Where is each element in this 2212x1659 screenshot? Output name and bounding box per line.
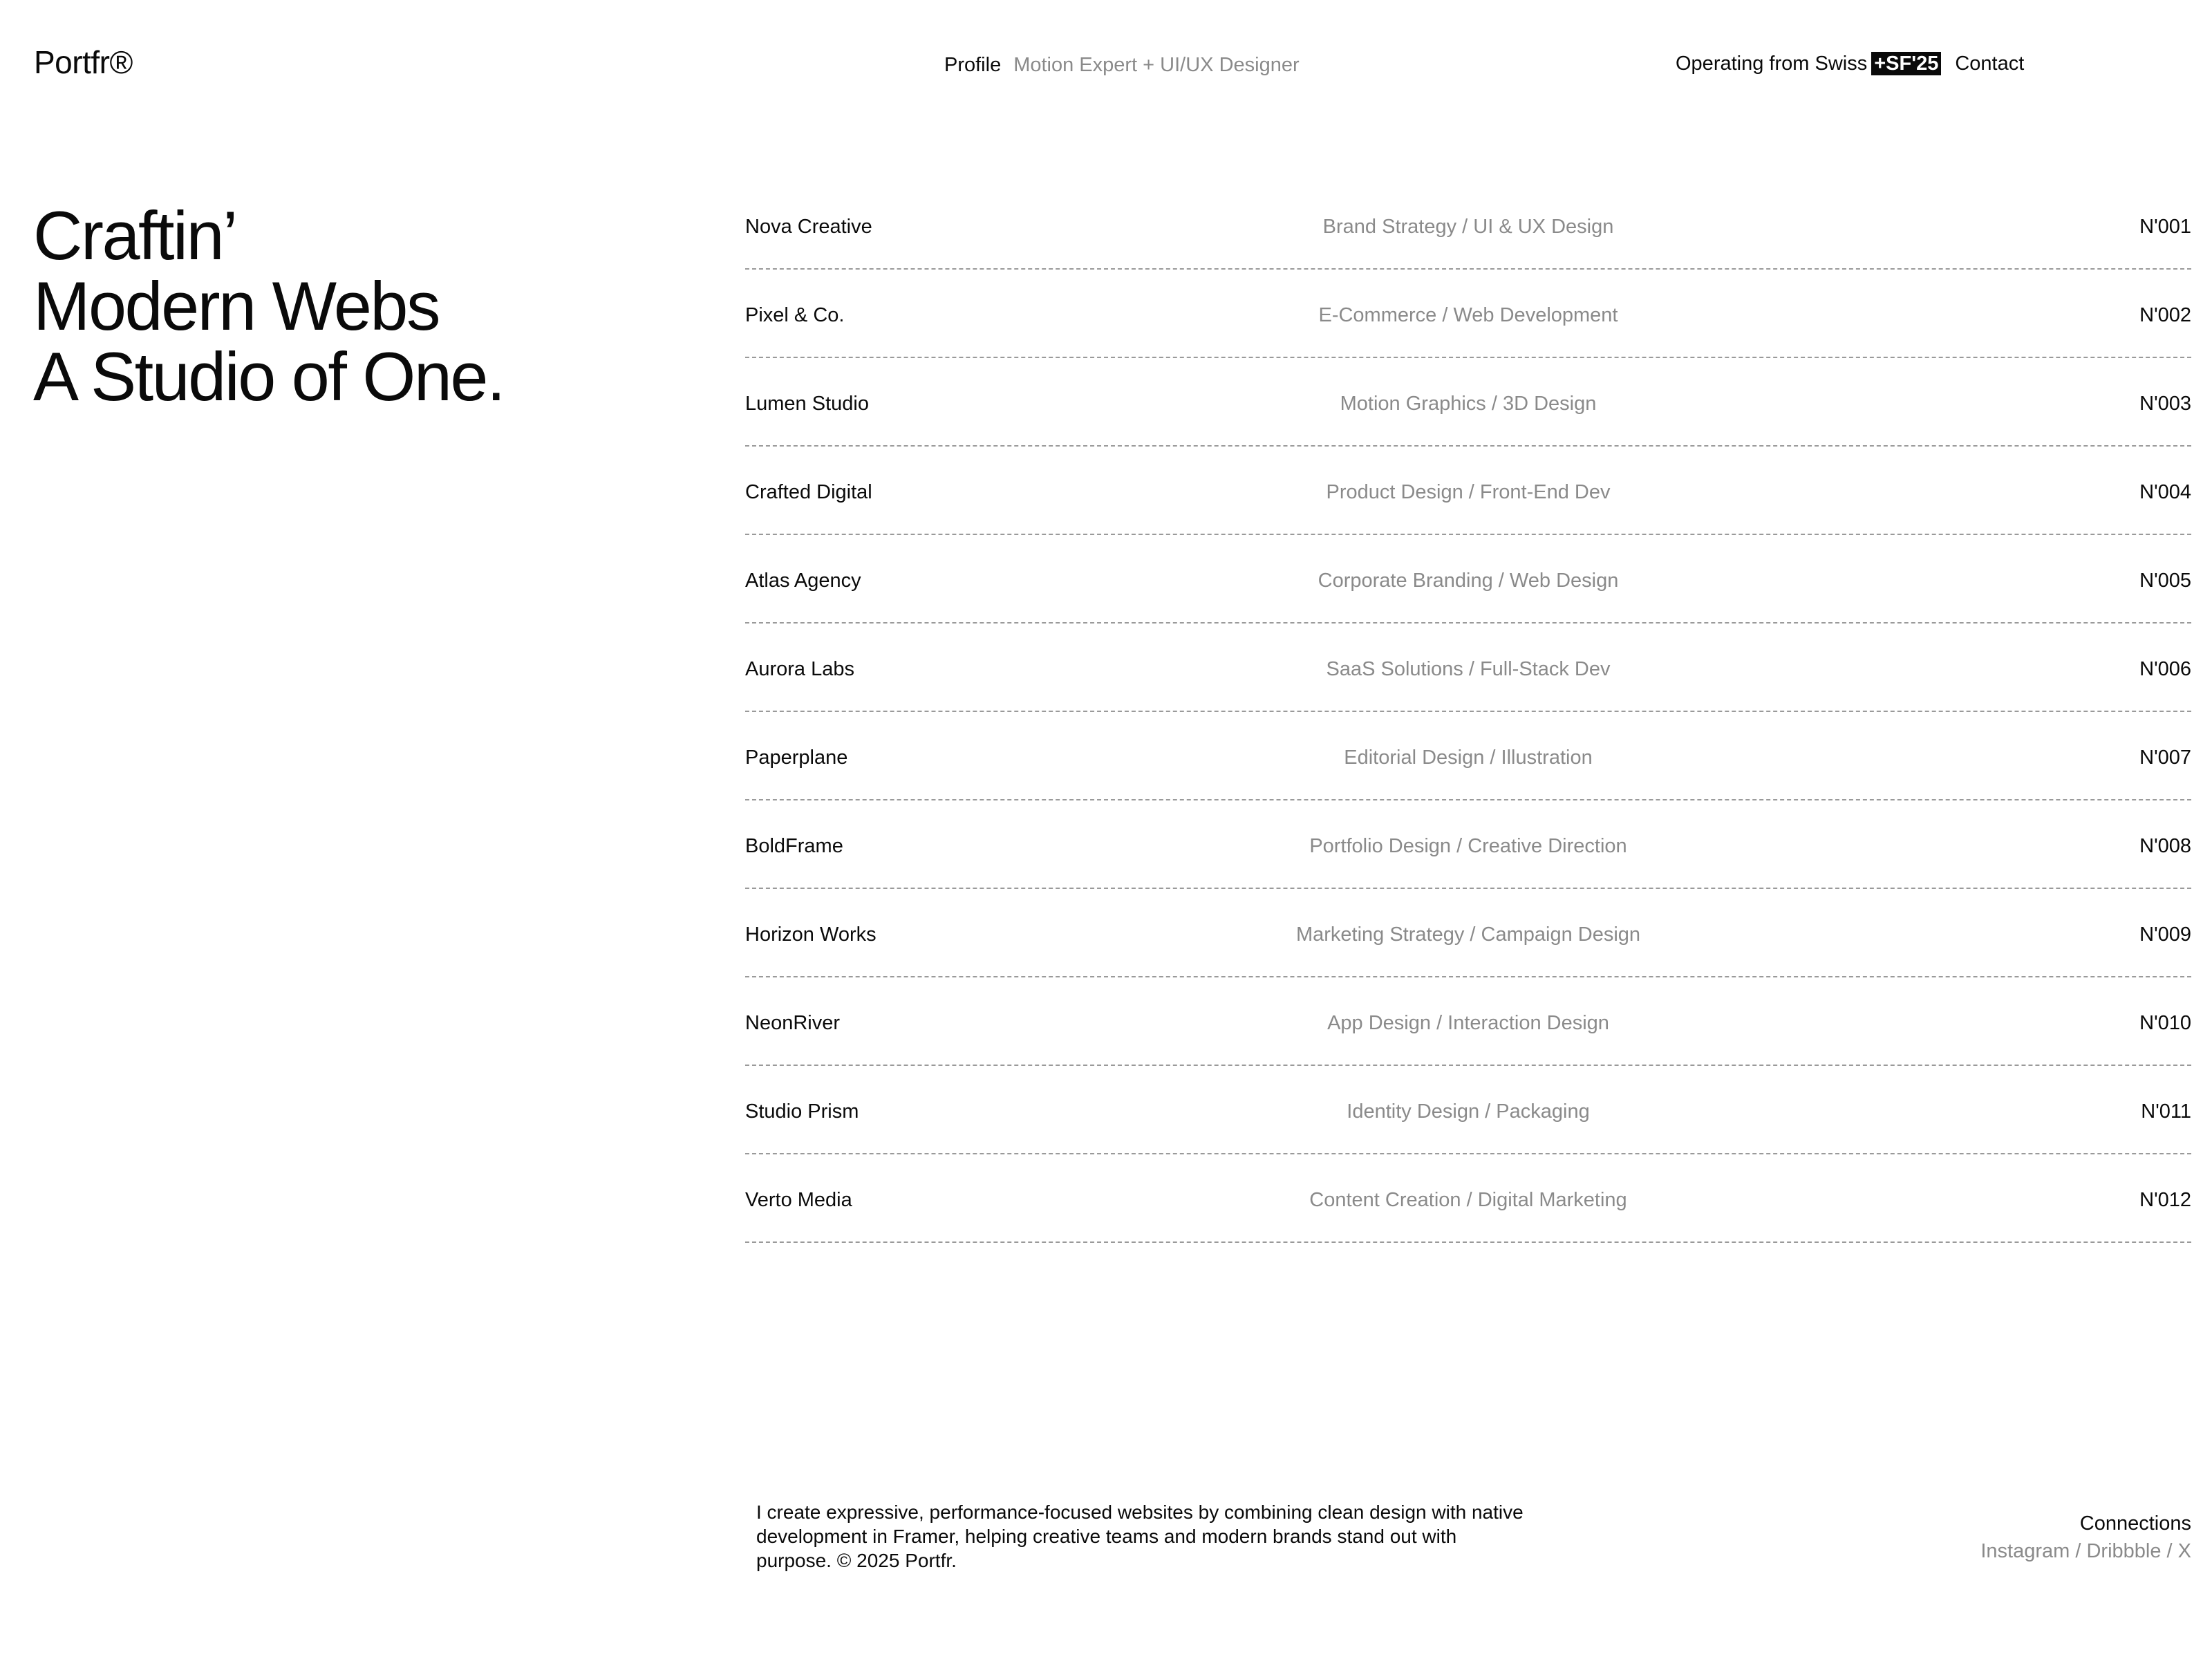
- project-name: NeonRiver: [745, 1012, 840, 1034]
- hero-line-1: Craftin’: [33, 197, 236, 274]
- connection-link-dribbble[interactable]: Dribbble: [2086, 1540, 2162, 1562]
- project-number: N'005: [2139, 570, 2191, 592]
- connections-links: [1980, 1537, 2191, 1565]
- project-name: Paperplane: [745, 747, 848, 769]
- connections: [1980, 1510, 2191, 1565]
- project-service: App Design / Interaction Design: [1327, 1012, 1609, 1034]
- project-row[interactable]: [745, 889, 2191, 977]
- project-number: N'006: [2139, 658, 2191, 680]
- link-separator: /: [2070, 1540, 2087, 1562]
- site-logo[interactable]: Portfr®: [34, 44, 133, 80]
- project-service: Motion Graphics / 3D Design: [1340, 393, 1597, 415]
- hero-line-2: Modern Webs: [33, 268, 439, 344]
- contact-link[interactable]: Contact: [1955, 53, 2025, 75]
- project-number: N'004: [2139, 481, 2191, 503]
- project-row[interactable]: [745, 181, 2191, 270]
- project-list: [745, 181, 2191, 1243]
- project-name: Atlas Agency: [745, 570, 861, 592]
- project-service: Identity Design / Packaging: [1347, 1100, 1590, 1123]
- hero-headline: [33, 197, 504, 415]
- header-right: [1676, 50, 2024, 77]
- project-row[interactable]: [745, 977, 2191, 1066]
- nav-profile-link[interactable]: Profile: [944, 54, 1002, 76]
- project-row[interactable]: [745, 535, 2191, 624]
- project-row[interactable]: [745, 712, 2191, 800]
- about-text: I create expressive, performance-focused websites by combining clean design with native development in Framer, helping creative teams and modern brands stand out with purpose. © 2025 Portfr.: [756, 1501, 1524, 1571]
- project-service: E-Commerce / Web Development: [1318, 304, 1618, 326]
- project-service: Content Creation / Digital Marketing: [1309, 1189, 1627, 1211]
- hero-line-3: A Studio of One.: [33, 338, 504, 415]
- location-badge: +SF'25: [1871, 52, 1941, 75]
- project-name: Nova Creative: [745, 216, 872, 238]
- project-name: Aurora Labs: [745, 658, 854, 680]
- connection-link-instagram[interactable]: Instagram: [1980, 1540, 2070, 1562]
- project-name: Studio Prism: [745, 1100, 859, 1123]
- header-profile: [944, 53, 1300, 77]
- project-row[interactable]: [745, 1066, 2191, 1154]
- project-name: BoldFrame: [745, 835, 843, 857]
- project-row[interactable]: [745, 624, 2191, 712]
- project-service: Product Design / Front-End Dev: [1326, 481, 1611, 503]
- project-service: Portfolio Design / Creative Direction: [1309, 835, 1627, 857]
- project-row[interactable]: [745, 358, 2191, 447]
- project-name: Crafted Digital: [745, 481, 872, 503]
- project-name: Pixel & Co.: [745, 304, 845, 326]
- project-number: N'009: [2139, 924, 2191, 946]
- project-service: SaaS Solutions / Full-Stack Dev: [1326, 658, 1611, 680]
- project-number: N'002: [2139, 304, 2191, 326]
- connections-title: Connections: [2079, 1512, 2191, 1535]
- project-service: Corporate Branding / Web Design: [1318, 570, 1619, 592]
- project-number: N'003: [2139, 393, 2191, 415]
- project-row[interactable]: [745, 447, 2191, 535]
- project-service: Brand Strategy / UI & UX Design: [1322, 216, 1614, 238]
- project-number: N'001: [2139, 216, 2191, 238]
- project-row[interactable]: [745, 1154, 2191, 1243]
- project-row[interactable]: [745, 270, 2191, 358]
- connection-link-x[interactable]: X: [2177, 1540, 2191, 1562]
- project-number: N'012: [2139, 1189, 2191, 1211]
- link-separator: /: [2161, 1540, 2178, 1562]
- project-number: N'011: [2141, 1100, 2191, 1123]
- project-number: N'007: [2139, 747, 2191, 769]
- project-row[interactable]: [745, 800, 2191, 889]
- project-name: Lumen Studio: [745, 393, 869, 415]
- project-number: N'008: [2139, 835, 2191, 857]
- project-service: Editorial Design / Illustration: [1344, 747, 1593, 769]
- project-number: N'010: [2139, 1012, 2191, 1034]
- project-service: Marketing Strategy / Campaign Design: [1295, 924, 1641, 946]
- project-name: Verto Media: [745, 1189, 852, 1211]
- nav-role-text: Motion Expert + UI/UX Designer: [1013, 54, 1300, 76]
- project-name: Horizon Works: [745, 924, 877, 946]
- location-text: Operating from Swiss: [1676, 53, 1868, 75]
